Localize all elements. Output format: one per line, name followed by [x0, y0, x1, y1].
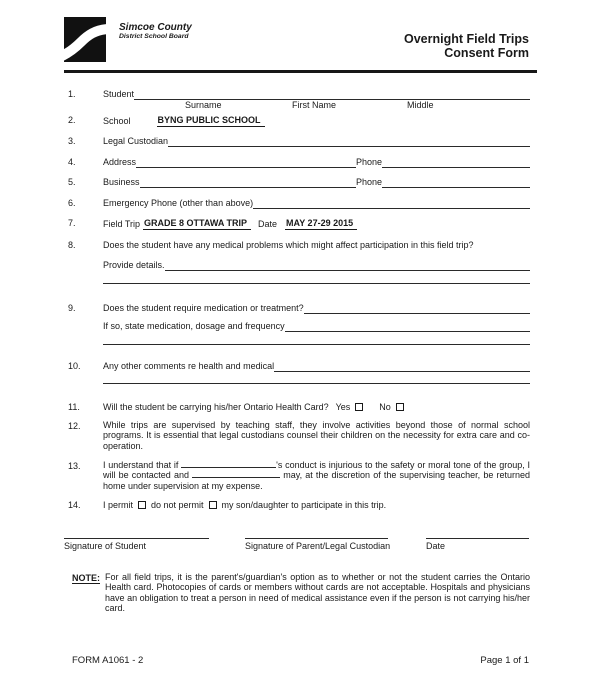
form-number: FORM A1061 - 2: [72, 654, 144, 666]
other-comments-input-line-2[interactable]: [103, 383, 530, 384]
item-medication-detail: [64, 320, 537, 332]
emergency-phone-label: Emergency Phone (other than above): [103, 197, 254, 208]
medication-input-line[interactable]: [304, 312, 530, 314]
org-subname: District School Board: [119, 33, 189, 40]
emergency-phone-input-line[interactable]: [253, 207, 530, 209]
field-trip-value: GRADE 8 OTTAWA TRIP: [143, 217, 251, 230]
medical-problems-question: Does the student have any medical problems which might affect participation in this field trip?: [103, 239, 474, 250]
business-phone-label: Phone: [355, 177, 382, 187]
other-comments-input-line[interactable]: [274, 370, 530, 372]
medical-details-input-line-2[interactable]: [103, 283, 530, 284]
do-not-permit-label: do not permit: [151, 499, 204, 510]
item-other-comments-extra: [64, 372, 537, 384]
item-legal-custodian: [64, 135, 537, 147]
form-title-line1: Overnight Field Trips: [403, 32, 529, 46]
medication-followup-label: If so, state medication, dosage and frequency: [103, 320, 285, 331]
item-number: 8.: [68, 239, 76, 250]
item-number: 7.: [68, 218, 76, 228]
item-field-trip: [64, 217, 537, 230]
student-sublabels: [103, 100, 530, 111]
date-value: MAY 27-29 2015: [285, 217, 357, 230]
medication-followup-input-line[interactable]: [285, 330, 530, 332]
item-school: [64, 114, 537, 127]
item-conduct: [64, 460, 537, 492]
signature-section: [64, 511, 537, 552]
address-phone-label: Phone: [355, 156, 382, 167]
item-other-comments: [64, 360, 537, 372]
legal-custodian-input-line[interactable]: [168, 145, 530, 147]
note-section: [64, 572, 537, 614]
item-number: 9.: [68, 302, 76, 313]
item-permit: [64, 499, 537, 511]
business-input-line[interactable]: [140, 186, 356, 188]
custodian-signature-label: Signature of Parent/Legal Custodian: [245, 540, 391, 551]
business-phone-input-line[interactable]: [382, 186, 530, 188]
org-name: Simcoe County: [119, 22, 192, 33]
form-header: [64, 17, 537, 62]
school-board-logo-icon: [64, 17, 106, 62]
school-label: School: [103, 115, 131, 126]
item-medical-problems: [64, 239, 537, 251]
yes-label: Yes: [335, 401, 351, 412]
student-signature-block: [64, 511, 209, 552]
provide-details-label: Provide details.: [103, 259, 165, 270]
item-number: 2.: [68, 114, 76, 125]
conduct-text-part1: I understand that if: [103, 459, 182, 470]
item-number: 3.: [68, 136, 76, 146]
date-line[interactable]: [426, 511, 529, 539]
student-signature-line[interactable]: [64, 511, 209, 539]
item-address: [64, 156, 537, 168]
item-number: 10.: [68, 360, 81, 371]
item-medication-extra: [64, 332, 537, 345]
form-title: [404, 33, 537, 60]
item-student: [64, 88, 537, 111]
yes-checkbox[interactable]: [355, 403, 363, 411]
other-comments-label: Any other comments re health and medical: [103, 360, 275, 371]
permit-text-tail: my son/daughter to participate in this trip.: [221, 499, 387, 510]
conduct-text-part3: may, at the discretion of the supervising teacher, be returned home under supervision at my expense.: [103, 470, 530, 491]
school-board-brand: [64, 17, 192, 62]
item-medical-details-extra: [64, 271, 537, 284]
custodian-signature-block: [245, 511, 391, 552]
permit-checkbox[interactable]: [138, 501, 146, 509]
surname-label: Surname: [185, 99, 222, 110]
item-business: [64, 176, 537, 188]
no-checkbox[interactable]: [396, 403, 404, 411]
item-number: 4.: [68, 156, 76, 167]
page-indicator: Page 1 of 1: [480, 654, 529, 666]
address-label: Address: [103, 156, 137, 167]
medication-input-line-2[interactable]: [103, 344, 530, 345]
item-number: 11.: [68, 401, 80, 412]
form-footer: [64, 655, 537, 667]
date-line-label: Date: [426, 540, 446, 551]
item-health-card: [64, 401, 537, 413]
item-medical-details: [64, 259, 537, 271]
item-number: 13.: [68, 460, 81, 471]
header-divider: [64, 70, 537, 73]
first-name-label: First Name: [292, 99, 337, 110]
middle-label: Middle: [407, 99, 434, 110]
item-medication: [64, 302, 537, 314]
conduct-name-blank-2[interactable]: [192, 470, 280, 478]
legal-custodian-label: Legal Custodian: [103, 136, 169, 146]
conduct-text-part2: 's conduct is injurious to the safety or moral tone of the group, I will be contacted and: [103, 459, 530, 480]
address-phone-input-line[interactable]: [382, 166, 530, 168]
student-signature-label: Signature of Student: [64, 540, 147, 551]
no-label: No: [379, 401, 391, 412]
field-trip-label: Field Trip: [103, 219, 141, 229]
form-body: [64, 88, 537, 667]
form-title-line2: Consent Form: [444, 45, 529, 60]
conduct-name-blank[interactable]: [181, 460, 276, 468]
date-label: Date: [258, 219, 278, 229]
do-not-permit-checkbox[interactable]: [209, 501, 217, 509]
item-number: 1.: [68, 88, 76, 99]
date-signature-block: [426, 511, 529, 552]
note-label: NOTE:: [72, 572, 100, 583]
student-label: Student: [103, 88, 135, 99]
item-number: 5.: [68, 177, 76, 187]
custodian-signature-line[interactable]: [245, 511, 388, 539]
medical-details-input-line-1[interactable]: [165, 269, 530, 271]
address-input-line[interactable]: [136, 166, 356, 168]
supervision-text: While trips are supervised by teaching staff, they involve activities beyond those of normal school programs. It is essential that legal custodians counsel their children on the necessity for extra care and co-operation.: [103, 419, 530, 451]
health-card-question: Will the student be carrying his/her Ontario Health Card?: [103, 401, 329, 412]
permit-label: I permit: [103, 499, 134, 510]
item-number: 12.: [68, 420, 81, 431]
business-label: Business: [103, 177, 140, 187]
note-text: For all field trips, it is the parent's/guardian's option as to whether or not the student carries the Ontario Health card. Photocopies of cards or members without cards are not acceptable. Hospitals and physicians have an obligation to treat a person in need of medical assistance even if the person is not carrying his/her card.: [105, 571, 530, 613]
item-number: 14.: [68, 499, 81, 510]
item-supervision-note: [64, 420, 537, 452]
org-text: [119, 22, 192, 62]
item-number: 6.: [68, 197, 76, 208]
school-value: BYNG PUBLIC SCHOOL: [157, 114, 265, 127]
medication-question: Does the student require medication or treatment?: [103, 302, 304, 313]
item-emergency-phone: [64, 197, 537, 209]
